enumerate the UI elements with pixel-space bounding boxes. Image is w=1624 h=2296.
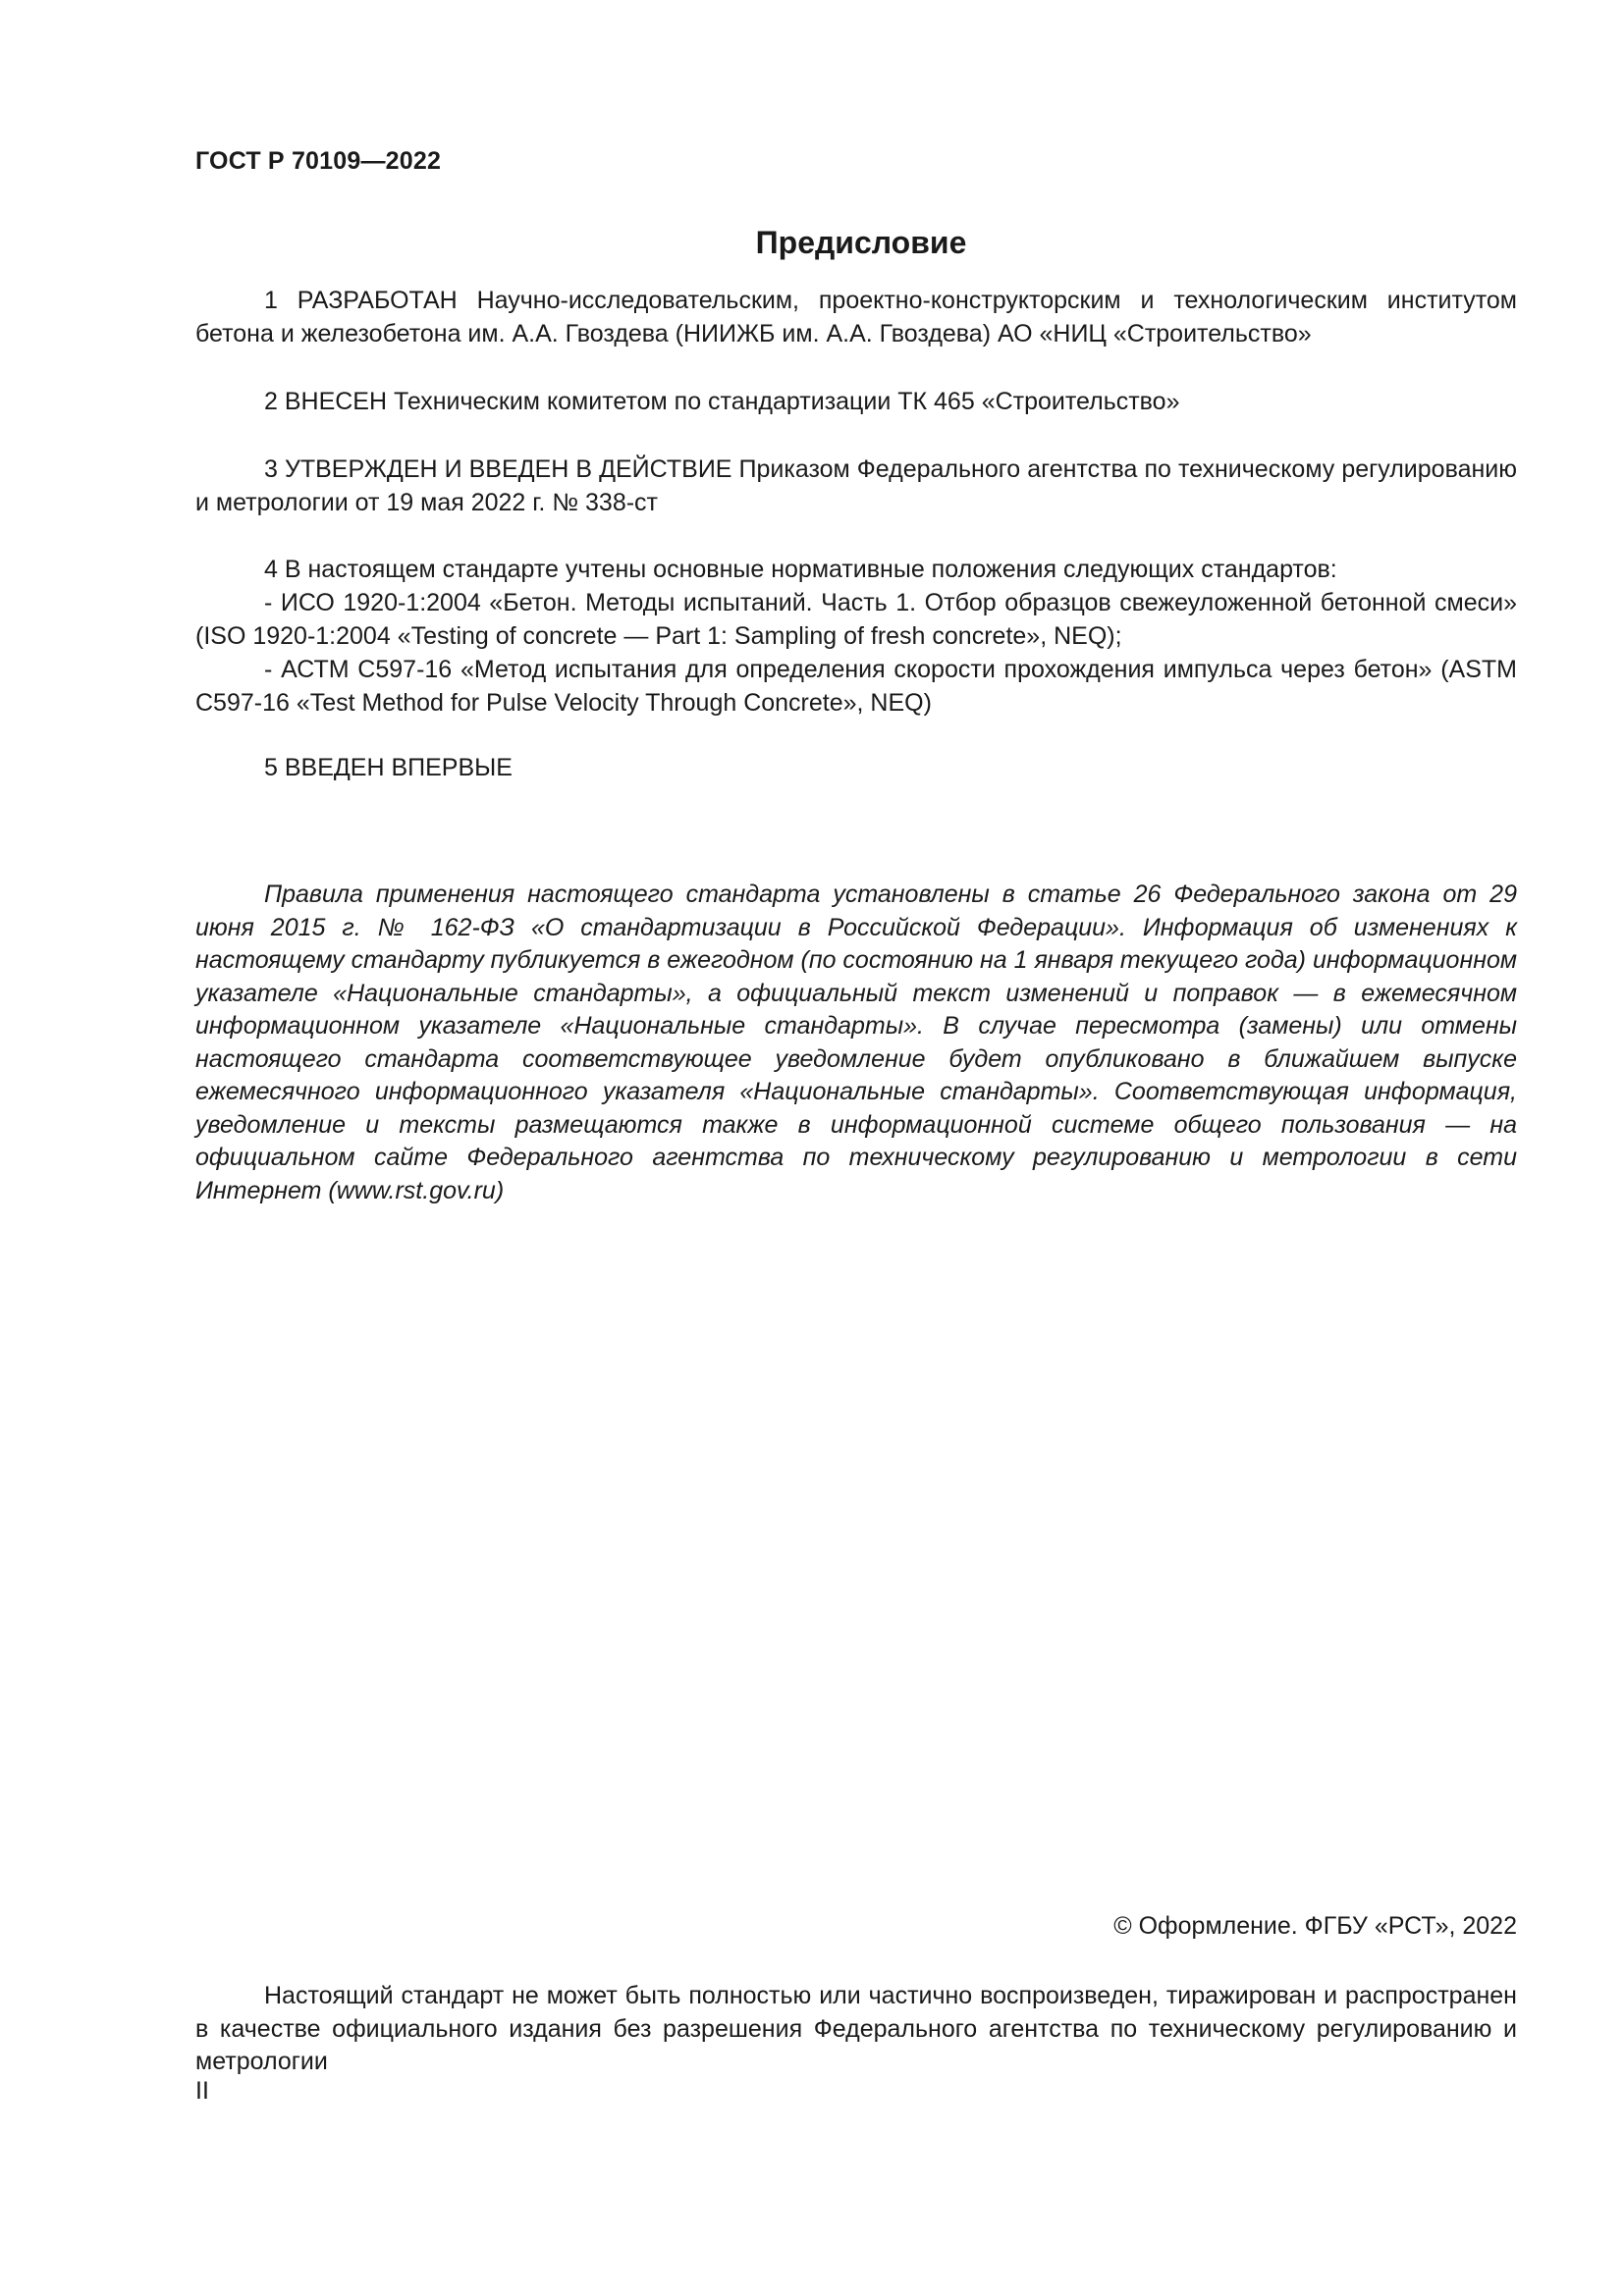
foreword-item-3 bbox=[195, 453, 1517, 519]
foreword-item-1-text: 1 РАЗРАБОТАН Научно-исследовательским, проектно-конструкторским и технологическим институтом бетона и железобетона им. А.А. Гвоздева (НИИЖБ им. А.А. Гвоздева) АО «НИЦ «Строительство» bbox=[195, 287, 1517, 347]
page-number: II bbox=[195, 2077, 209, 2105]
foreword-item-4-intro: 4 В настоящем стандарте учтены основные нормативные положения следующих стандартов: bbox=[264, 556, 1337, 583]
page-title: Предисловие bbox=[755, 225, 967, 260]
application-rules-text: Правила применения настоящего стандарта установлены в статье 26 Федерального закона от 29 июня 2015 г. № 162-ФЗ «О стандартизации в Российской Федерации». Информация об изменениях к настоящему стандарту публикуется в ежегодном (по состоянию на 1 января текущего года) информационном указателе «Национальные стандарты», а официальный текст изменений и поправок — в ежемесячном информационном указателе «Национальные стандарты». В случае пересмотра (замены) или отмены настоящего стандарта соответствующее уведомление будет опубликовано в ближайшем выпуске ежемесячного информационного указателя «Национальные стандарты». Соответствующая информация, уведомление и тексты размещаются также в информационной системе общего пользования — на официальном сайте Федерального агентства по техническому регулированию и метрологии в сети Интернет (www.rst.gov.ru) bbox=[195, 881, 1518, 1204]
foreword-item-4-standard-1: - ИСО 1920-1:2004 «Бетон. Методы испытаний. Часть 1. Отбор образцов свежеуложенной бетонной смеси» (ISO 1920-1:2004 «Testing of concrete — Part 1: Sampling of fresh concrete», NEQ); bbox=[195, 589, 1517, 650]
document-code: ГОСТ Р 70109—2022 bbox=[195, 147, 442, 175]
foreword-item-4-standard-2: - АСТМ С597-16 «Метод испытания для определения скорости прохождения импульса через бетон» (ASTM C597-16 «Test Method for Pulse Velocity Through Concrete», NEQ) bbox=[195, 656, 1517, 717]
foreword-item-5-text: 5 ВВЕДЕН ВПЕРВЫЕ bbox=[264, 754, 513, 781]
foreword-item-3-text: 3 УТВЕРЖДЕН И ВВЕДЕН В ДЕЙСТВИЕ Приказом Федерального агентства по техническому регулированию и метрологии от 19 мая 2022 г. № 338-ст bbox=[195, 455, 1517, 516]
foreword-item-4 bbox=[195, 553, 1517, 720]
copyright-notice: © Оформление. ФГБУ «РСТ», 2022 bbox=[1113, 1912, 1517, 1940]
foreword-item-2-text: 2 ВНЕСЕН Техническим комитетом по стандартизации ТК 465 «Строительство» bbox=[264, 388, 1180, 415]
foreword-item-1 bbox=[195, 284, 1517, 350]
foreword-item-2 bbox=[195, 385, 1517, 418]
foreword-item-5 bbox=[195, 751, 1517, 784]
reproduction-notice: Настоящий стандарт не может быть полностью или частично воспроизведен, тиражирован и распространен в качестве официального издания без разрешения Федерального агентства по техническому регулированию и метрологии bbox=[195, 1982, 1517, 2075]
